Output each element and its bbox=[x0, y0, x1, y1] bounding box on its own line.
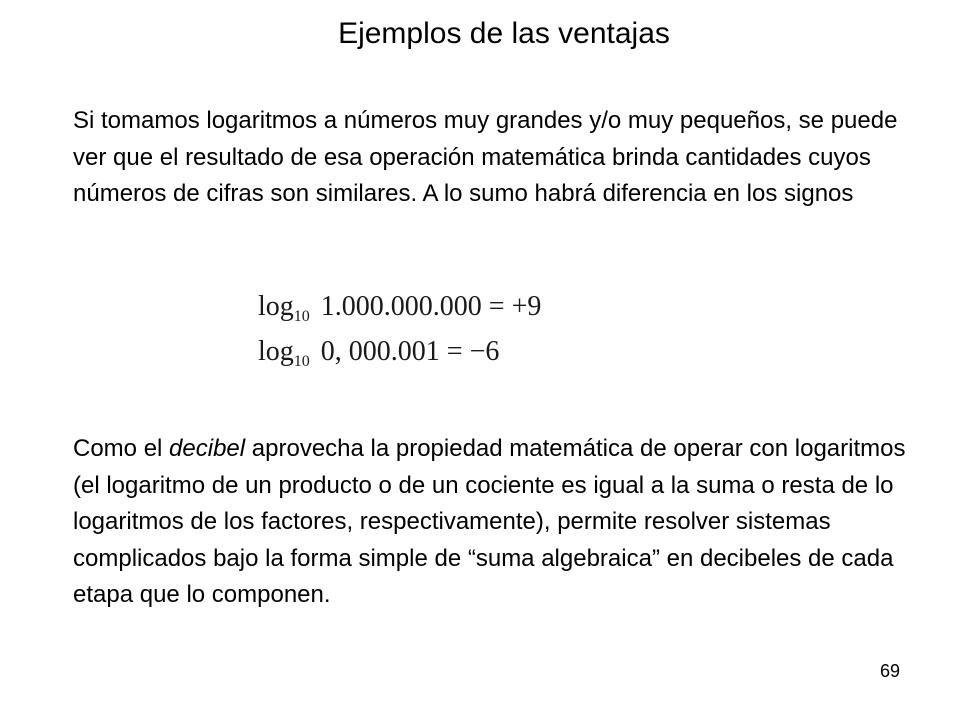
decibel-paragraph bbox=[73, 431, 933, 614]
slide-title: Ejemplos de las ventajas bbox=[338, 17, 670, 50]
formula-result: = −6 bbox=[446, 336, 500, 367]
formula-log-large bbox=[258, 290, 541, 324]
formula-fn: log bbox=[258, 291, 294, 322]
page-number: 69 bbox=[880, 661, 901, 681]
formula-argument: 0, 000.001 bbox=[320, 336, 440, 367]
formula-log-small bbox=[258, 335, 499, 369]
formula-base: 10 bbox=[293, 353, 310, 370]
formula-result: = +9 bbox=[488, 291, 542, 322]
decibel-emphasis: decibel bbox=[169, 435, 246, 462]
formula-fn: log bbox=[258, 336, 294, 367]
intro-paragraph: Si tomamos logaritmos a números muy grandes y/o muy pequeños, se puede ver que el resultado de esa operación matemática brinda cantidades cuyos números de cifras son similares. A lo sumo habrá diferencia en los signos bbox=[73, 107, 898, 207]
formula-image bbox=[258, 290, 608, 390]
decibel-paragraph-rest: aprovecha la propiedad matemática de operar con logaritmos (el logaritmo de un producto o de un cociente es igual a la suma o resta de lo logaritmos de los factores, respectivamente), permite resolver sistemas complicados bajo la forma simple de “suma algebraica” en decibeles de cada etapa que lo componen. bbox=[73, 435, 906, 608]
formula-argument: 1.000.000.000 bbox=[320, 291, 482, 322]
decibel-paragraph-start: Como el bbox=[73, 435, 170, 462]
formula-base: 10 bbox=[293, 308, 310, 325]
